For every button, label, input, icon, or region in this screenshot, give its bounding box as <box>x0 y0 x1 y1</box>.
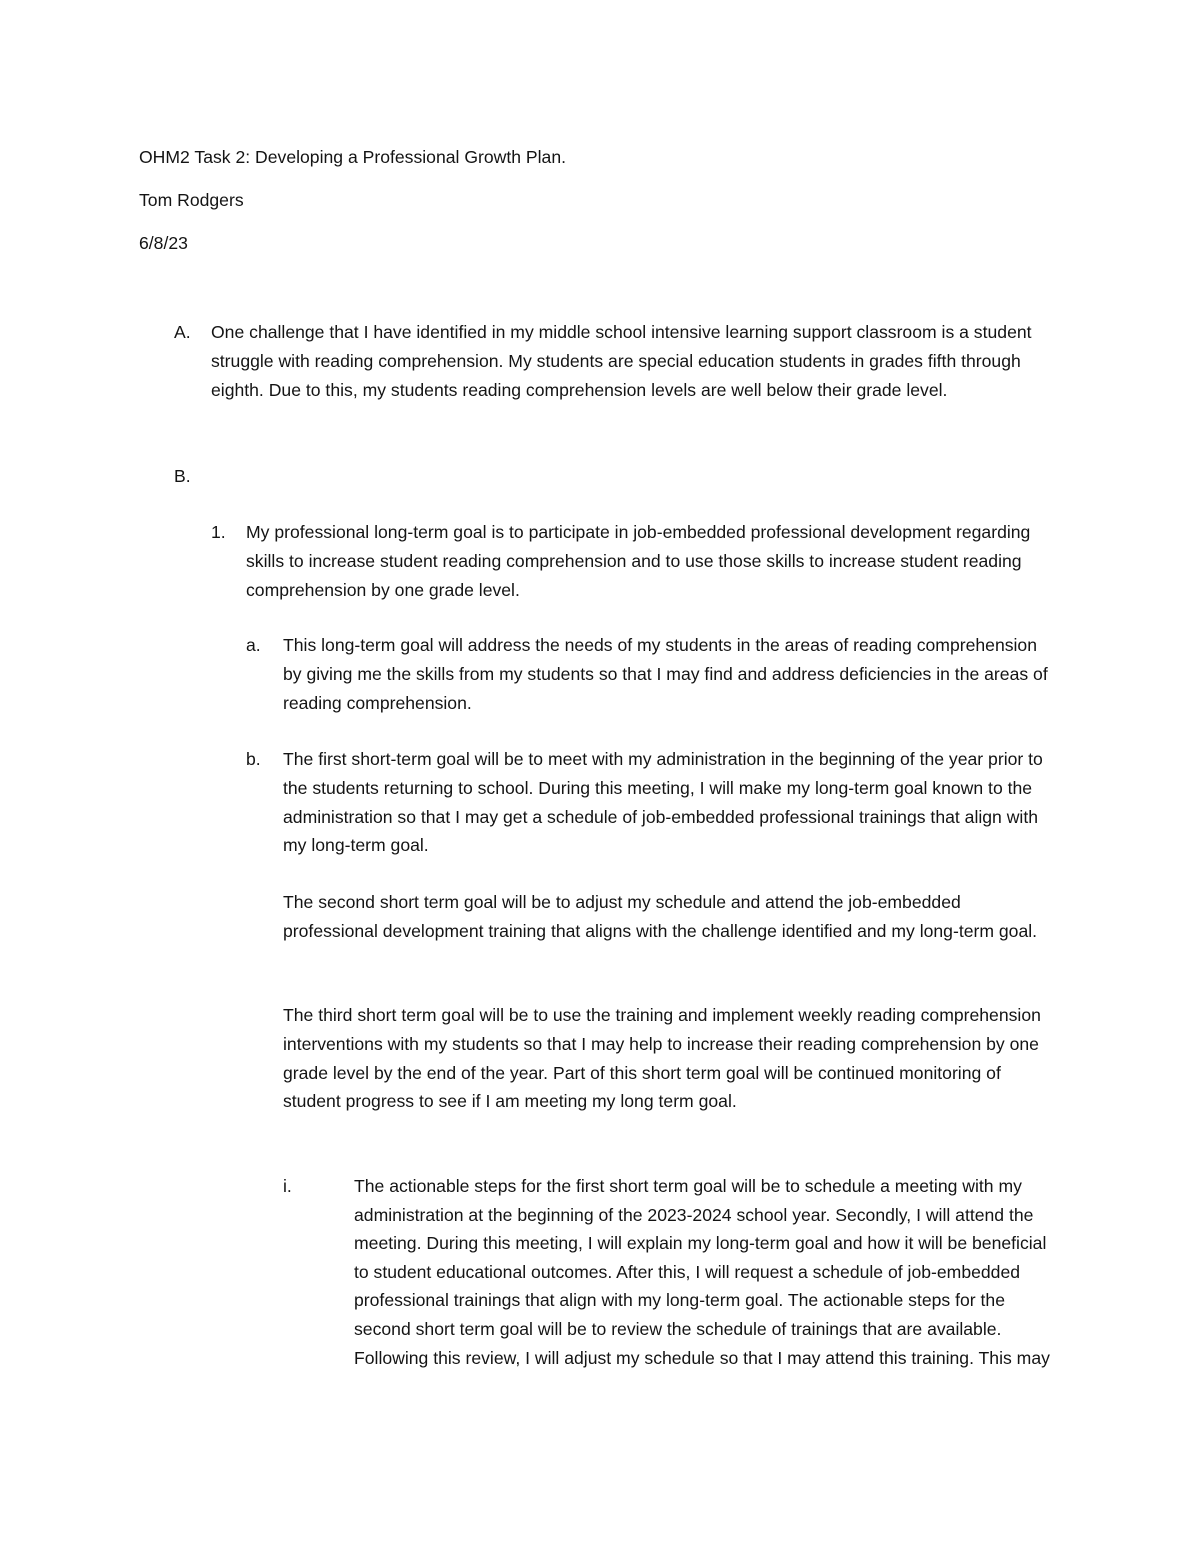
item-b-label: b. <box>246 749 261 769</box>
section-a-label: A. <box>174 322 191 342</box>
author-name: Tom Rodgers <box>139 190 244 210</box>
item-b-paragraph-3: The third short term goal will be to use the training and implement weekly reading comprehension interventions with my students so that I may help to increase their reading comprehension by one grade level by the end of the year. Part of this short term goal will be continued monitoring of student progress to see if I am meeting my long term goal. <box>283 1005 1041 1112</box>
item-i-text: The actionable steps for the first short term goal will be to schedule a meeting with my administration at the beginning of the 2023-2024 school year. Secondly, I will attend the meeting. During this meeting, I will explain my long-term goal and how it will be beneficial to student educational outcomes. After this, I will request a schedule of job-embedded professional trainings that align with my long-term goal. The actionable steps for the second short term goal will be to review the schedule of trainings that are available. Following this review, I will adjust my schedule so that I may attend this training. This may <box>354 1176 1050 1368</box>
section-a-text: One challenge that I have identified in my middle school intensive learning support classroom is a student struggle with reading comprehension. My students are special education students in grades fifth through eighth. Due to this, my students reading comprehension levels are well below their grade level. <box>211 322 1032 400</box>
item-a-text: This long-term goal will address the needs of my students in the areas of reading comprehension by giving me the skills from my students so that I may find and address deficiencies in the areas of reading comprehension. <box>283 635 1048 713</box>
document-date: 6/8/23 <box>139 233 188 253</box>
item-i-label: i. <box>283 1176 292 1196</box>
item-a-label: a. <box>246 635 261 655</box>
item-1-text: My professional long-term goal is to participate in job-embedded professional development regarding skills to increase student reading comprehension and to use those skills to increase student reading comprehension by one grade level. <box>246 522 1031 600</box>
item-b-text: The first short-term goal will be to meet with my administration in the beginning of the year prior to the students returning to school. During this meeting, I will make my long-term goal known to the administration so that I may get a schedule of job-embedded professional trainings that align with my long-term goal. <box>283 749 1043 856</box>
item-1-label: 1. <box>211 522 226 542</box>
document-title: OHM2 Task 2: Developing a Professional Growth Plan. <box>139 147 567 167</box>
item-b-paragraph-2: The second short term goal will be to adjust my schedule and attend the job-embedded professional development training that aligns with the challenge identified and my long-term goal. <box>283 892 1038 941</box>
section-b-label: B. <box>174 466 191 486</box>
